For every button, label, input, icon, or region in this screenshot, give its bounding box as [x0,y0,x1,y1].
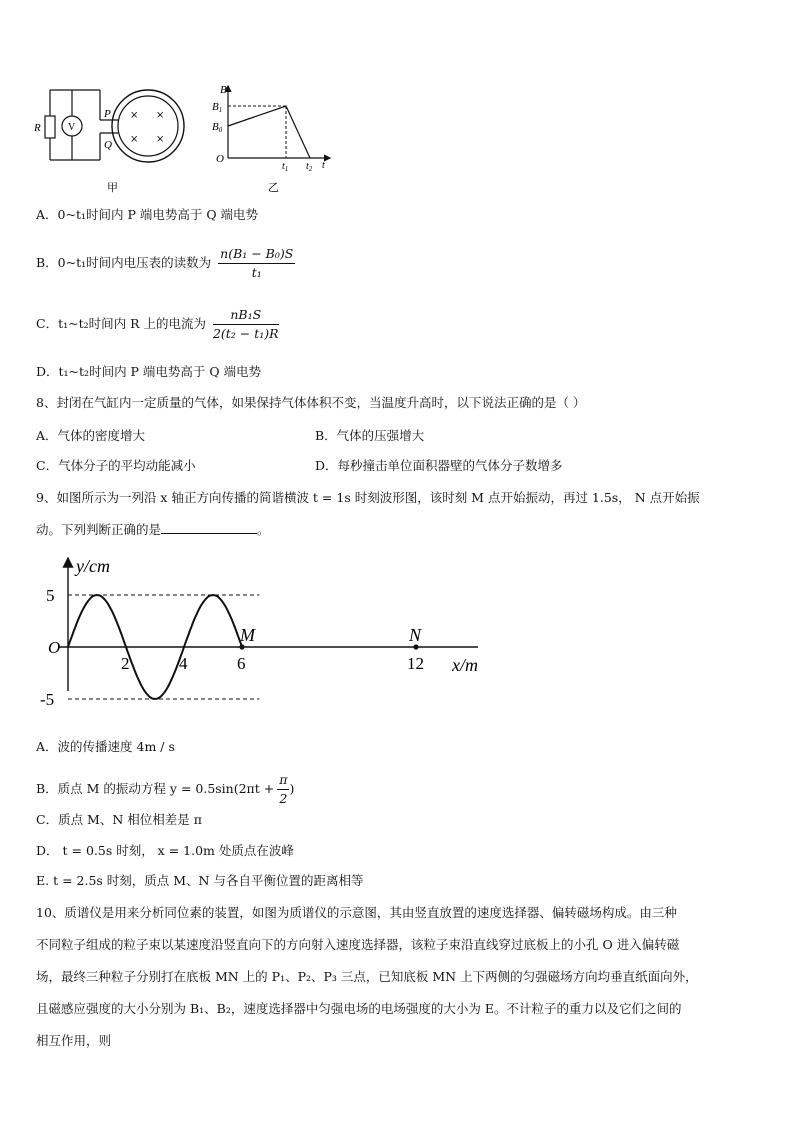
field-cross: × [156,110,165,121]
q9-stem-end: 。 [257,522,270,537]
terminal-p-label: P [104,108,111,120]
axis-t-label: t [322,160,325,171]
q7-option-d: D．t₁~t₂时间内 P 端电势高于 Q 端电势 [36,364,262,379]
axis-b-label: B [220,84,227,96]
x-axis-label: x/m [452,655,478,675]
b1-label: B1 [212,101,223,114]
q9-option-e: E. t = 2.5s 时刻，质点 M、N 与各自平衡位置的距离相等 [36,873,364,888]
voltmeter-label: V [68,122,76,133]
point-n [413,644,418,649]
t1-label: $t_1$ [282,161,289,173]
x-tick-label: 12 [407,654,424,673]
origin-label: O [216,153,224,165]
q9-option-b [36,772,294,807]
x-tick-label: 4 [179,654,188,673]
point-label-n: N [409,625,422,645]
q7-option-b-text: B．0~t₁时间内电压表的读数为 [36,255,212,270]
q10-line1: 10、质谱仪是用来分析同位素的装置，如图为质谱仪的示意图，其由竖直放置的速度选择器、偏转磁场构成。由三种 [36,905,677,920]
field-cross: × [156,134,165,145]
y-tick-label: -5 [40,690,55,709]
y-tick-label: 5 [46,586,55,605]
q8-option-a: A．气体的密度增大 [36,428,146,443]
figure-caption-jia: 甲 [107,181,118,194]
point-label-m: M [240,625,255,645]
figure-caption-yi: 乙 [268,181,279,194]
fraction-denominator: 2(t₂ − t₁)R [212,326,279,341]
fraction [277,772,289,807]
q9-option-d: D． t = 0.5s 时刻， x = 1.0m 处质点在波峰 [36,843,294,858]
q7-option-b [36,246,295,281]
q10-line3: 场，最终三种粒子分别打在底板 MN 上的 P₁、P₂、P₃ 三点，已知底板 MN 上下两侧的匀强磁场方向均垂直纸面向外， [36,969,698,984]
q7-option-c-text: C．t₁~t₂时间内 R 上的电流为 [36,316,206,331]
origin-label: O [48,638,61,657]
circuit-figure [30,78,200,198]
q10-line2: 不同粒子组成的粒子束以某速度沿竖直向下的方向射入速度选择器，该粒子束沿直线穿过底板上的小孔 O 进入偏转磁 [36,937,680,952]
q9-stem-line1: 9、如图所示为一列沿 x 轴正方向传播的简谐横波 t = 1s 时刻波形图，该时刻 M 点开始振动，再过 1.5s， N 点开始振 [36,490,700,505]
answer-blank [161,521,257,534]
resistor-label: R [34,122,41,134]
b0-label: B0 [212,121,223,134]
x-tick-label: 6 [237,654,246,673]
t2-label: $t_2$ [306,161,313,173]
q8-option-b: B．气体的压强增大 [315,428,425,443]
q9-stem-line2 [36,521,270,538]
q8-option-d: D．每秒撞击单位面积器壁的气体分子数增多 [315,458,563,473]
q10-line4: 且磁感应强度的大小分别为 B₁、B₂，速度选择器中匀强电场的电场强度的大小为 E。不计粒子的重力以及它们之间的 [36,1001,682,1016]
point-m [239,644,244,649]
q7-option-a: A．0~t₁时间内 P 端电势高于 Q 端电势 [36,207,259,222]
fraction-denominator: t₁ [251,265,262,280]
wave-graph [38,550,478,730]
q9-option-c: C．质点 M、N 相位相差是 π [36,812,202,827]
y-axis-label: y/cm [76,556,110,576]
b-t-graph [206,80,336,198]
q10-line5: 相互作用，则 [36,1033,112,1048]
fraction-numerator: π [277,772,289,790]
q7-option-c [36,307,279,342]
fraction-denominator: 2 [279,791,288,806]
q9-stem-text: 动。下列判断正确的是 [36,522,162,537]
q9-option-b-text: B．质点 M 的振动方程 y = 0.5sin(2πt + [36,781,275,796]
q9-option-a: A．波的传播速度 4m / s [36,739,175,754]
x-tick-label: 2 [121,654,130,673]
q9-option-b-suffix: ) [289,781,295,796]
fraction-numerator: n(B₁ − B₀)S [218,246,295,264]
field-cross: × [130,110,139,121]
q8-option-c: C．气体分子的平均动能减小 [36,458,196,473]
terminal-q-label: Q [104,139,112,151]
fraction-numerator: nB₁S [213,307,279,325]
fraction [218,246,295,281]
q8-stem: 8、封闭在气缸内一定质量的气体，如果保持气体体积不变，当温度升高时，以下说法正确的是（ ） [36,395,586,410]
fraction [213,307,279,342]
field-cross: × [130,134,139,145]
